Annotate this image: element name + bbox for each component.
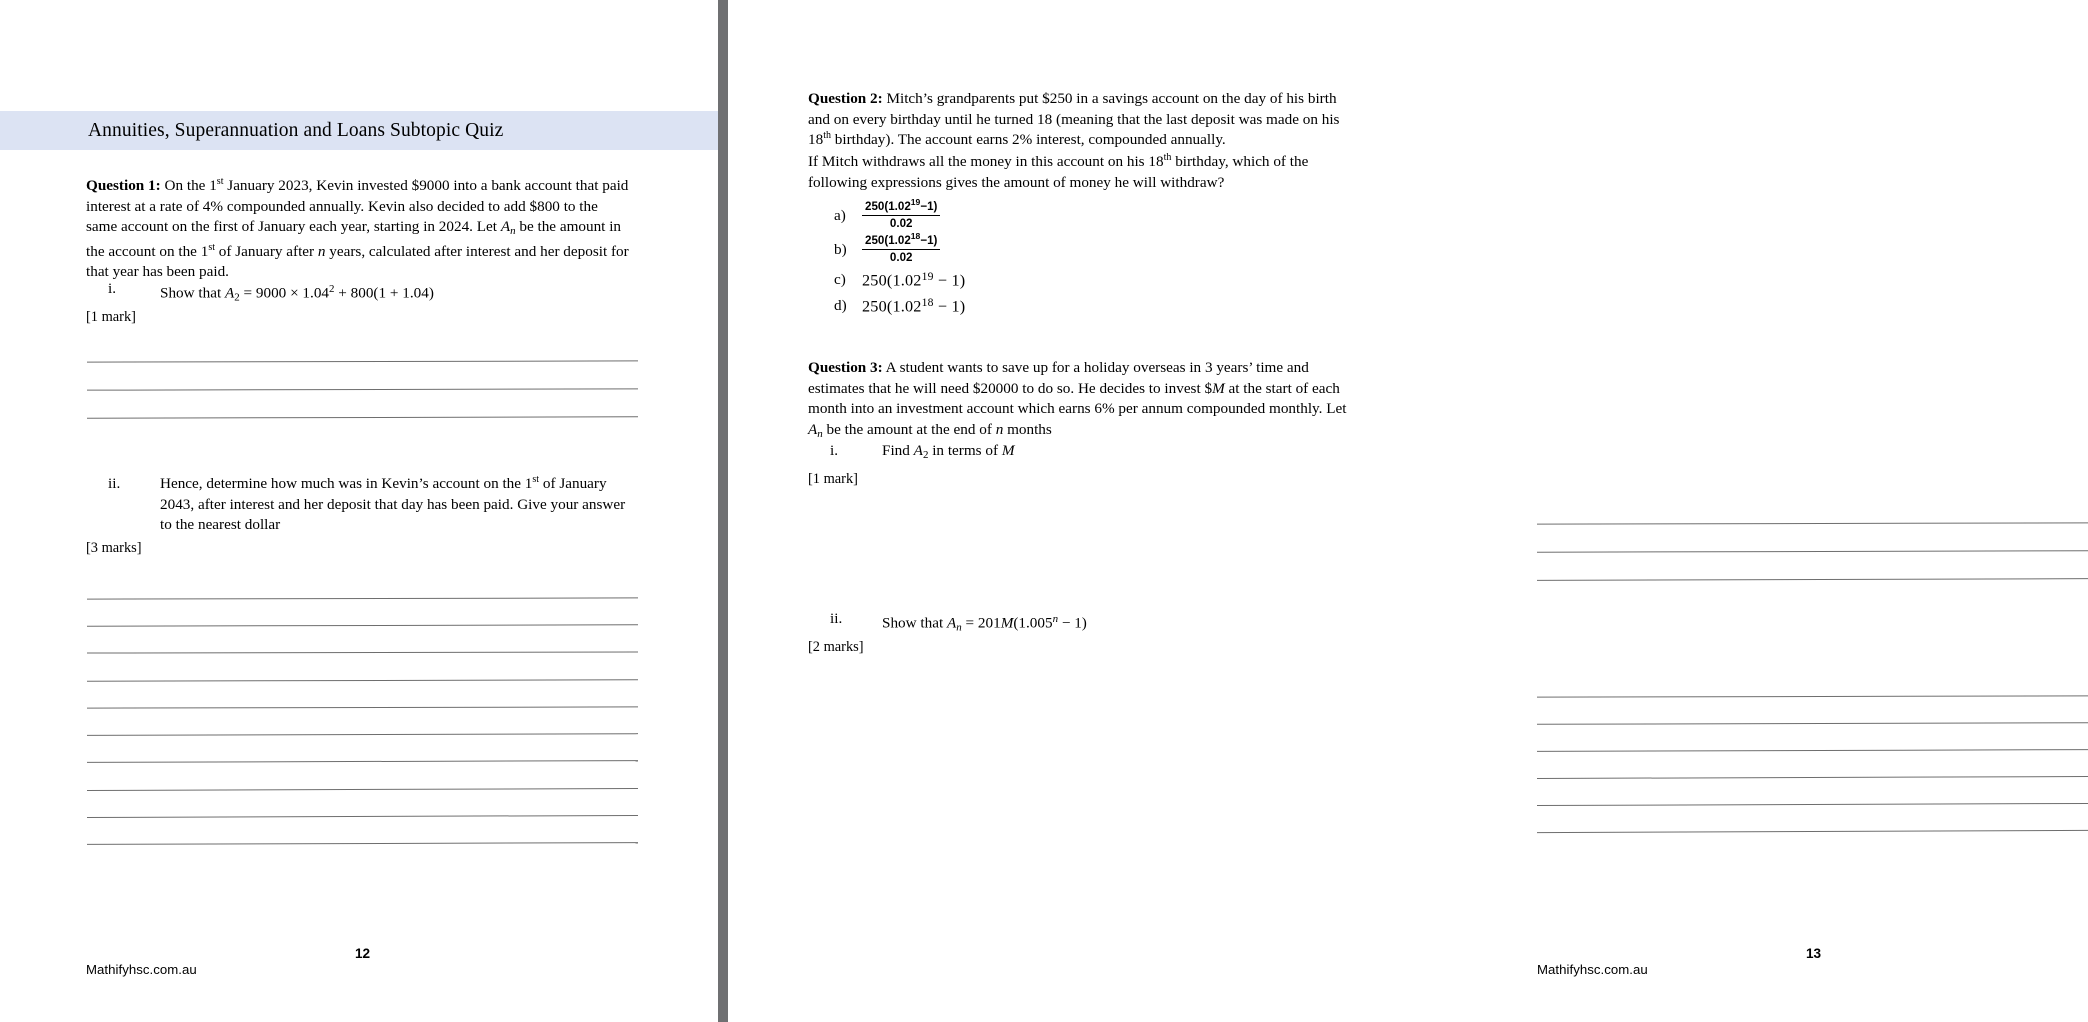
q3-part-ii-A: A <box>946 614 957 632</box>
q2-prompt-mid: birthday, which of the following <box>808 153 1309 191</box>
q3-part-ii-eq-mid: (1.005 <box>1013 614 1053 632</box>
q2-stem-line2-sup: th <box>823 130 831 142</box>
q2-option-d-label: d) <box>834 297 847 315</box>
q1-part-i-text <box>160 279 628 308</box>
q2-opt-d-post: − 1) <box>933 297 966 316</box>
answer-line[interactable] <box>87 706 638 708</box>
q1-stem-line5: year has been paid. <box>112 263 229 281</box>
footer-site-link[interactable]: Mathifyhsc.com.au <box>1537 962 1648 977</box>
q2-option-c-label: c) <box>834 271 846 289</box>
q2-stem-line2-pre: on every birthday until he turned 18 (meaning that the last deposit was made on his 18 <box>808 110 1340 149</box>
q3-part-i-marks: [1 mark] <box>808 471 858 487</box>
answer-line[interactable] <box>1537 803 2088 806</box>
page-gutter <box>718 0 729 1022</box>
q1-part-i-marks: [1 mark] <box>86 309 136 325</box>
q2-option-a-expression <box>862 197 940 231</box>
question2-stem <box>808 89 1361 151</box>
q1-part-i <box>108 279 628 308</box>
q2-option-a-denominator: 0.02 <box>889 217 913 231</box>
q2-option-a-label: a) <box>834 206 846 224</box>
q3-stem-line4-pre: at the end of <box>916 420 996 438</box>
q2-opt-c-pre: 250(1.02 <box>862 271 922 290</box>
answer-line[interactable] <box>87 416 638 419</box>
page-number: 13 <box>1806 946 1822 961</box>
q3-var-M: M <box>1212 379 1225 397</box>
answer-line[interactable] <box>1537 722 2088 725</box>
q1-var-A: A <box>500 218 511 236</box>
page-number: 12 <box>355 946 371 961</box>
q1-stem-line4-sup: st <box>208 241 215 253</box>
q1-part-ii-line1-pre: Hence, determine how much was in Kevin’s account on the 1 <box>160 475 533 492</box>
q1-var-A-sub: n <box>510 225 516 238</box>
q2-option-c[interactable] <box>834 270 965 291</box>
q1-part-ii-line3: nearest dollar <box>197 516 281 534</box>
q2-option-a-numerator <box>862 197 940 216</box>
answer-line[interactable] <box>87 679 638 682</box>
q2-prompt-line2: expressions gives the amount of money he will withdraw? <box>870 173 1225 191</box>
answer-line[interactable] <box>87 842 638 845</box>
q3-part-i-pre: Find <box>882 442 914 459</box>
q2-opt-a-num-pre: 250(1.02 <box>865 200 911 213</box>
q2-option-b-expression <box>862 231 940 265</box>
q2-opt-b-num-pre: 250(1.02 <box>865 234 911 247</box>
q1-eq-sup: 2 <box>329 283 335 295</box>
q3-stem-line2-pre: that he will need $20000 to do so. He decides to invest $ <box>868 379 1213 397</box>
q1-stem-line4-post: years, calculated after interest and her deposit for that <box>86 242 629 281</box>
question1-label: Question 1: <box>86 177 161 194</box>
q1-stem-line3-post: be the amount in the <box>86 218 622 260</box>
q3-var-A-sub: n <box>817 427 823 440</box>
q1-stem-line2: interest at a rate of 4% compounded annually. Kevin also decided to add $800 to the same <box>86 197 598 236</box>
answer-line[interactable] <box>87 651 638 653</box>
q1-stem-line3-pre: account on the first of January each year, starting in 2024. Let <box>121 218 501 236</box>
gutter-divider <box>718 0 728 1022</box>
q3-part-i-text <box>882 441 1350 466</box>
answer-line[interactable] <box>1537 550 2088 552</box>
q2-opt-c-sup: 19 <box>921 270 934 283</box>
q1-stem-line1-post: January 2023, Kevin invested $9000 into a bank account that paid <box>223 177 629 194</box>
q3-part-i-A-sub: 2 <box>922 449 929 462</box>
q2-prompt-pre: If Mitch withdraws all the money in this account on his 18 <box>808 153 1164 170</box>
question3-label: Question 3: <box>808 359 883 376</box>
q3-part-ii-eq-post: − 1) <box>1058 614 1087 632</box>
answer-line[interactable] <box>87 733 638 736</box>
q2-prompt-sup: th <box>1163 151 1172 163</box>
q1-stem-line4-pre: account on the 1 <box>108 242 209 260</box>
q1-eq-rest-post: + 800(1 + 1.04) <box>334 284 434 302</box>
q1-var-n: n <box>317 242 326 260</box>
q1-part-ii-numeral: ii. <box>108 475 121 492</box>
q2-option-d-expression <box>862 296 965 317</box>
q2-opt-d-pre: 250(1.02 <box>862 297 922 316</box>
q1-stem-line4-mid: of January after <box>215 242 318 260</box>
q3-stem-line3-post: be the amount <box>822 420 913 438</box>
answer-line[interactable] <box>1537 578 2088 581</box>
q1-stem-line1-pre: On the 1 <box>164 177 217 194</box>
q3-var-A: A <box>808 420 818 438</box>
q3-part-i <box>830 441 1350 466</box>
q2-opt-b-num-post: −1) <box>920 234 938 247</box>
q1-stem-line1-sup: st <box>216 175 224 187</box>
q2-opt-a-num-post: −1) <box>920 200 938 213</box>
q1-eq-A: A <box>224 284 235 302</box>
answer-line[interactable] <box>1537 749 2088 752</box>
q3-part-i-numeral: i. <box>830 442 839 459</box>
q3-part-i-post: in terms of <box>928 442 1002 459</box>
q3-part-ii-numeral: ii. <box>830 610 843 627</box>
q1-eq-rest-pre: = 9000 × 1.04 <box>239 284 330 302</box>
q2-opt-d-sup: 18 <box>921 296 934 309</box>
answer-line[interactable] <box>87 788 638 791</box>
answer-line[interactable] <box>1537 695 2088 697</box>
q3-stem-line4-post: months <box>1003 420 1052 438</box>
q2-option-b-denominator: 0.02 <box>889 251 913 265</box>
question2-prompt <box>808 152 1361 193</box>
q3-part-ii-M: M <box>1000 614 1014 632</box>
answer-line[interactable] <box>1537 522 2088 524</box>
q2-opt-a-num-sup: 19 <box>910 197 921 208</box>
q2-stem-line3: birthday). The account earns 2% interest, compounded annually. <box>834 131 1226 149</box>
q2-option-d[interactable] <box>834 296 965 317</box>
question3-stem <box>808 358 1363 444</box>
q3-part-ii-text <box>882 609 1350 638</box>
q1-part-ii-text <box>160 474 628 536</box>
answer-line[interactable] <box>1537 776 2088 779</box>
q3-stem-line2-post: at the start of each month into an <box>808 379 1340 418</box>
answer-line[interactable] <box>87 760 638 763</box>
q3-stem-line3-pre: investment account which earns 6% per annum compounded monthly. Let <box>896 400 1347 418</box>
q1-part-ii-line1-post: of January 2043, <box>160 475 607 513</box>
answer-line[interactable] <box>87 624 638 626</box>
q3-part-ii <box>830 609 1350 638</box>
q1-part-i-numeral: i. <box>108 280 117 297</box>
page-title: Annuities, Superannuation and Loans Subtopic Quiz <box>88 120 504 141</box>
page-left <box>0 0 718 1022</box>
q3-part-ii-marks: [2 marks] <box>808 639 864 655</box>
q1-part-ii-line1-sup: st <box>532 473 540 485</box>
answer-line[interactable] <box>87 597 638 599</box>
q2-option-b-label: b) <box>834 240 847 258</box>
q3-part-ii-lead: Show that <box>882 614 947 632</box>
q2-stem-line1: Mitch’s grandparents put $250 in a savings account on the day of his birth and <box>808 90 1337 128</box>
q3-part-ii-A-sub: n <box>956 621 962 634</box>
question2-label: Question 2: <box>808 90 883 107</box>
q3-stem-line1: A student wants to save up for a holiday overseas in 3 years’ time and estimates <box>808 359 1309 397</box>
answer-line[interactable] <box>87 388 638 390</box>
q3-part-ii-eq-pre: = 201 <box>961 614 1001 632</box>
page-right <box>729 0 1822 1022</box>
q3-part-i-A: A <box>913 442 923 459</box>
q3-part-i-M: M <box>1001 442 1015 459</box>
q3-var-n: n <box>995 420 1004 438</box>
q2-opt-b-num-sup: 18 <box>910 231 921 242</box>
q1-part-i-lead: Show that <box>160 284 225 302</box>
q2-opt-c-post: − 1) <box>933 271 966 290</box>
answer-line[interactable] <box>87 815 638 818</box>
answer-line[interactable] <box>1537 830 2088 833</box>
q3-part-ii-sup: n <box>1052 613 1059 625</box>
q2-option-a[interactable] <box>834 197 940 231</box>
answer-line[interactable] <box>87 360 638 362</box>
q1-part-ii-line2: after interest and her deposit that day has been paid. Give your answer to the <box>160 495 626 534</box>
question1-stem <box>86 176 631 283</box>
q2-option-b[interactable] <box>834 231 940 265</box>
q1-part-ii-marks: [3 marks] <box>86 540 142 556</box>
q1-part-ii <box>108 474 628 536</box>
footer-site-link[interactable]: Mathifyhsc.com.au <box>86 962 197 977</box>
q2-option-c-expression <box>862 270 965 291</box>
q1-eq-A-sub: 2 <box>234 291 240 304</box>
q2-option-b-numerator <box>862 231 940 250</box>
